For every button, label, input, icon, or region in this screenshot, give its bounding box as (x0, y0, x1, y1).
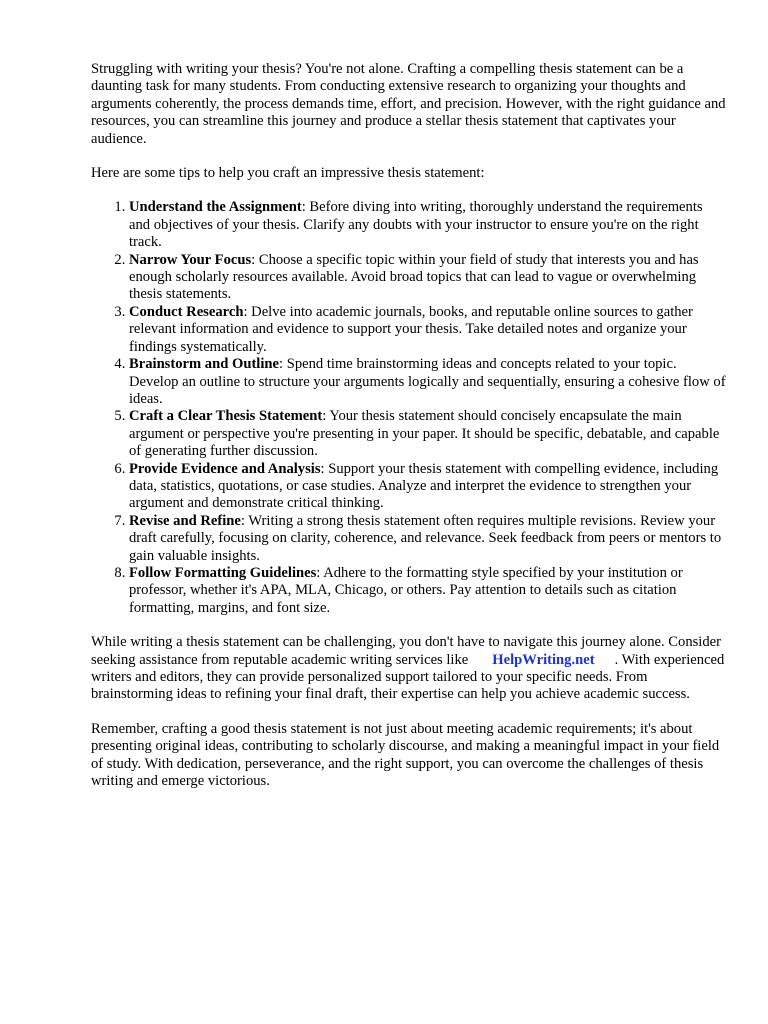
list-item (129, 356, 727, 408)
tip-title: Conduct Research (129, 303, 244, 320)
tip-text: Support your thesis statement with compelling evidence, including data, statistics, quotations, or case studies. Analyze and interpret the evidence to strengthen your argument and demonstrate critical thinking. (129, 460, 719, 512)
assistance-text-after: . With experienced writers and editors, they can provide personalized support tailored to your specific needs. From brainstorming ideas to refining your final draft, their expertise can help you achieve academic success. (91, 651, 725, 703)
list-item (129, 513, 727, 565)
document-page (91, 61, 727, 790)
tip-separator: : (316, 564, 324, 581)
assistance-paragraph (91, 634, 727, 704)
list-item (129, 565, 727, 617)
tips-intro-paragraph: Here are some tips to help you craft an impressive thesis statement: (91, 165, 485, 182)
tip-title: Follow Formatting Guidelines (129, 564, 317, 581)
list-item (129, 199, 727, 251)
tip-title: Brainstorm and Outline (129, 356, 280, 373)
tip-separator: : (251, 251, 259, 268)
helpwriting-link[interactable]: HelpWriting.net (492, 651, 595, 668)
tip-text: Choose a specific topic within your field of study that interests you and has enough scholarly resources available. Avoid broad topics that can lead to vague or overwhelming thesis statements. (129, 251, 699, 303)
list-item (129, 408, 727, 460)
tip-text: Adhere to the formatting style specified by your institution or professor, whether it's APA, MLA, Chicago, or others. Pay attention to details such as citation formatting, margins, and font size. (129, 564, 683, 616)
tips-list (91, 199, 727, 617)
tip-title: Revise and Refine (129, 512, 241, 529)
tip-separator: : (243, 303, 252, 320)
tip-separator: : (279, 356, 287, 373)
tip-text: Spend time brainstorming ideas and concepts related to your topic. Develop an outline to structure your arguments logically and sequentially, ensuring a cohesive flow of ideas. (129, 356, 726, 407)
tip-title: Provide Evidence and Analysis (129, 460, 321, 477)
tip-separator: : (301, 199, 310, 216)
list-item (129, 461, 727, 513)
tip-title: Craft a Clear Thesis Statement (129, 408, 323, 425)
tip-title: Narrow Your Focus (129, 251, 252, 268)
tip-separator: : (322, 408, 330, 425)
intro-paragraph: Struggling with writing your thesis? You're not alone. Crafting a compelling thesis statement can be a daunting task for many students. From conducting extensive research to organizing your thoughts and arguments coherently, the process demands time, effort, and precision. However, with the right guidance and resources, you can streamline this journey and produce a stellar thesis statement that captivates your audience. (91, 61, 726, 147)
tip-text: Your thesis statement should concisely encapsulate the main argument or perspective you're presenting in your paper. It should be specific, debatable, and capable of generating further discussion. (129, 408, 720, 460)
tip-text: Writing a strong thesis statement often requires multiple revisions. Review your draft carefully, focusing on clarity, coherence, and relevance. Seek feedback from peers or mentors to gain valuable insights. (129, 512, 722, 564)
list-item (129, 252, 727, 304)
assistance-text-before: While writing a thesis statement can be challenging, you don't have to navigate this journey alone. Consider seeking assistance from reputable academic writing services like (91, 634, 721, 668)
closing-paragraph: Remember, crafting a good thesis statement is not just about meeting academic requirements; it's about presenting original ideas, contributing to scholarly discourse, and making a meaningful impact in your field of study. With dedication, perseverance, and the right support, you can overcome the challenges of thesis writing and emerge victorious. (91, 720, 720, 790)
tip-separator: : (240, 512, 249, 529)
tip-text: Delve into academic journals, books, and reputable online sources to gather relevant information and evidence to support your thesis. Take detailed notes and organize your findings systematically. (129, 303, 693, 355)
tip-separator: : (320, 460, 329, 477)
list-item (129, 304, 727, 356)
tip-text: Before diving into writing, thoroughly understand the requirements and objectives of your thesis. Clarify any doubts with your instructor to ensure you're on the right track. (129, 199, 703, 251)
tip-title: Understand the Assignment (129, 199, 302, 216)
